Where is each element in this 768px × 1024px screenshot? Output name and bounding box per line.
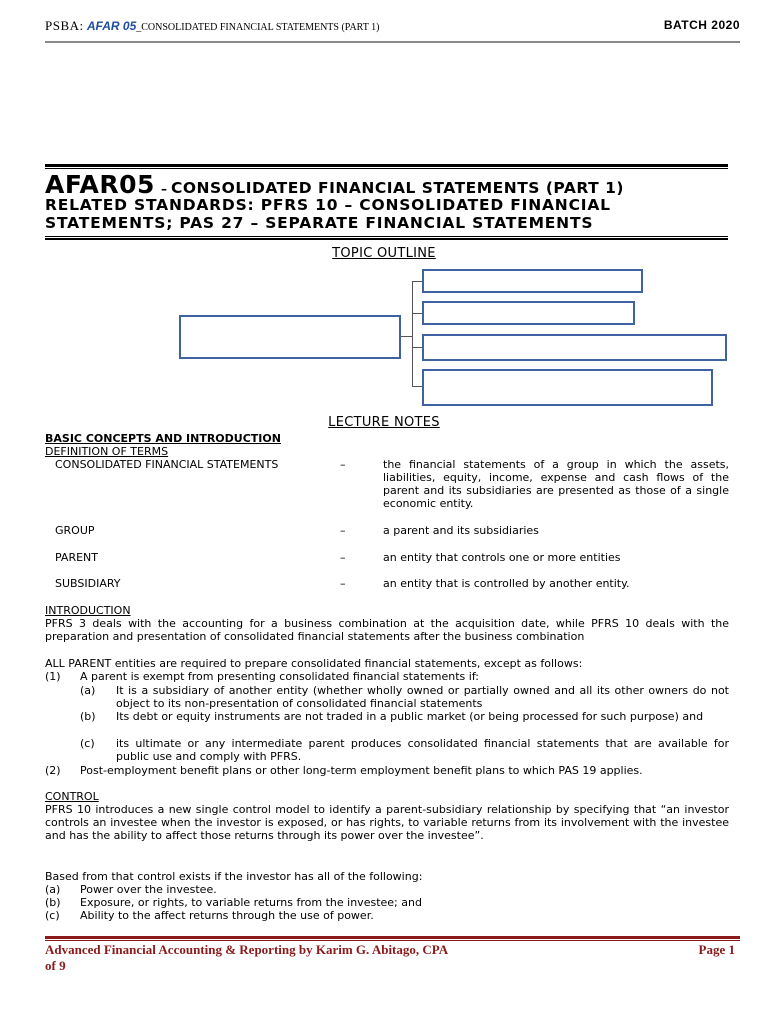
title-rule-bottom	[45, 238, 728, 240]
definition-dash: –	[340, 524, 346, 537]
control-item-number: (b)	[45, 896, 61, 909]
header-course-code: AFAR 05	[86, 19, 137, 33]
footer-page-number: Page 1	[698, 942, 735, 957]
title-main: CONSOLIDATED FINANCIAL STATEMENTS (PART 1)	[170, 179, 624, 197]
title-line-3: STATEMENTS; PAS 27 – SEPARATE FINANCIAL STATEMENTS	[45, 214, 594, 232]
header-psba: PSBA:	[45, 18, 84, 33]
outline-branch-box-3	[422, 334, 727, 361]
header-left	[45, 18, 380, 34]
title-rule-top-thin	[45, 168, 728, 169]
sub-item-text: Its debt or equity instruments are not traded in a public market (or being processed for such purpose) and	[116, 710, 704, 723]
outline-connector-4	[412, 386, 422, 387]
header-subtitle: _CONSOLIDATED FINANCIAL STATEMENTS (PART 1)	[136, 22, 380, 33]
introduction-paragraph-1: PFRS 3 deals with the accounting for a business combination at the acquisition date, while PFRS 10 deals with the preparation and presentation of consolidated financial statements after the business combination	[45, 617, 729, 643]
title-line-2: RELATED STANDARDS: PFRS 10 – CONSOLIDATED FINANCIAL	[45, 196, 611, 214]
footer-author: Advanced Financial Accounting & Reporting by Karim G. Abitago, CPA	[45, 942, 449, 957]
definition-desc: a parent and its subsidiaries	[383, 524, 539, 537]
sub-item-text: its ultimate or any intermediate parent produces consolidated financial statements that are available for public use and comply with PFRS.	[116, 737, 729, 763]
definition-term: PARENT	[55, 551, 98, 564]
sub-item-text: It is a subsidiary of another entity (whether wholly owned or partially owned and all its other owners do not object to its non-presentation of consolidated financial statements	[116, 684, 729, 710]
introduction-paragraph-2: ALL PARENT entities are required to prepare consolidated financial statements, except as follows:	[45, 657, 583, 670]
control-item-text: Ability to the affect returns through the use of power.	[80, 909, 374, 922]
list-item-text: A parent is exempt from presenting consolidated financial statements if:	[80, 670, 480, 683]
basic-concepts-heading: BASIC CONCEPTS AND INTRODUCTION	[45, 432, 281, 445]
control-item-number: (c)	[45, 909, 60, 922]
footer-rule-thin	[45, 940, 740, 941]
definition-desc: an entity that is controlled by another entity.	[383, 577, 630, 590]
definition-term: GROUP	[55, 524, 95, 537]
lecture-notes-heading: LECTURE NOTES	[328, 415, 440, 430]
outline-branch-box-2	[422, 301, 635, 325]
sub-item-number: (a)	[80, 684, 96, 697]
sub-item-number: (c)	[80, 737, 95, 750]
definition-dash: –	[340, 551, 346, 564]
control-item-number: (a)	[45, 883, 61, 896]
control-paragraph-2: Based from that control exists if the investor has all of the following:	[45, 870, 423, 883]
topic-outline-heading: TOPIC OUTLINE	[332, 246, 436, 261]
title-dash: –	[160, 182, 167, 196]
control-item-text: Power over the investee.	[80, 883, 217, 896]
footer-rule	[45, 936, 740, 939]
definition-dash: –	[340, 577, 346, 590]
page-header	[45, 18, 740, 38]
introduction-heading: INTRODUCTION	[45, 604, 131, 617]
outline-connector-2	[412, 313, 422, 314]
definition-of-terms-heading: DEFINITION OF TERMS	[45, 445, 169, 458]
title-code: AFAR05	[45, 170, 155, 199]
outline-root-box	[179, 315, 401, 359]
outline-connector-vertical	[412, 281, 413, 387]
control-heading: CONTROL	[45, 790, 99, 803]
header-batch: BATCH 2020	[663, 18, 740, 32]
outline-branch-box-4	[422, 369, 713, 406]
document-title	[45, 170, 624, 199]
control-paragraph-1: PFRS 10 introduces a new single control model to identify a parent-subsidiary relationship by specifying that “an investor controls an investee when the investor is exposed, or has rights, to variable returns from its involvement with the investee and has the ability to affect those returns through its power over the investee”.	[45, 803, 729, 842]
title-rule-bottom-thin	[45, 236, 728, 237]
footer-page-total: of 9	[45, 958, 66, 973]
title-rule-top	[45, 164, 728, 167]
control-item-text: Exposure, or rights, to variable returns from the investee; and	[80, 896, 422, 909]
definition-term: SUBSIDIARY	[55, 577, 121, 590]
list-item-number: (2)	[45, 764, 61, 777]
sub-item-number: (b)	[80, 710, 96, 723]
outline-connector-3	[412, 347, 422, 348]
list-item-number: (1)	[45, 670, 61, 683]
list-item-text: Post-employment benefit plans or other long-term employment benefit plans to which PAS 19 applies.	[80, 764, 643, 777]
definition-desc: an entity that controls one or more entities	[383, 551, 621, 564]
definition-desc: the financial statements of a group in which the assets, liabilities, equity, income, expense and cash flows of the parent and its subsidiaries are presented as those of a single economic entity.	[383, 458, 729, 510]
outline-branch-box-1	[422, 269, 643, 293]
header-divider	[45, 41, 740, 43]
outline-connector-1	[412, 281, 422, 282]
definition-dash: –	[340, 458, 346, 471]
definition-term: CONSOLIDATED FINANCIAL STATEMENTS	[55, 458, 279, 471]
